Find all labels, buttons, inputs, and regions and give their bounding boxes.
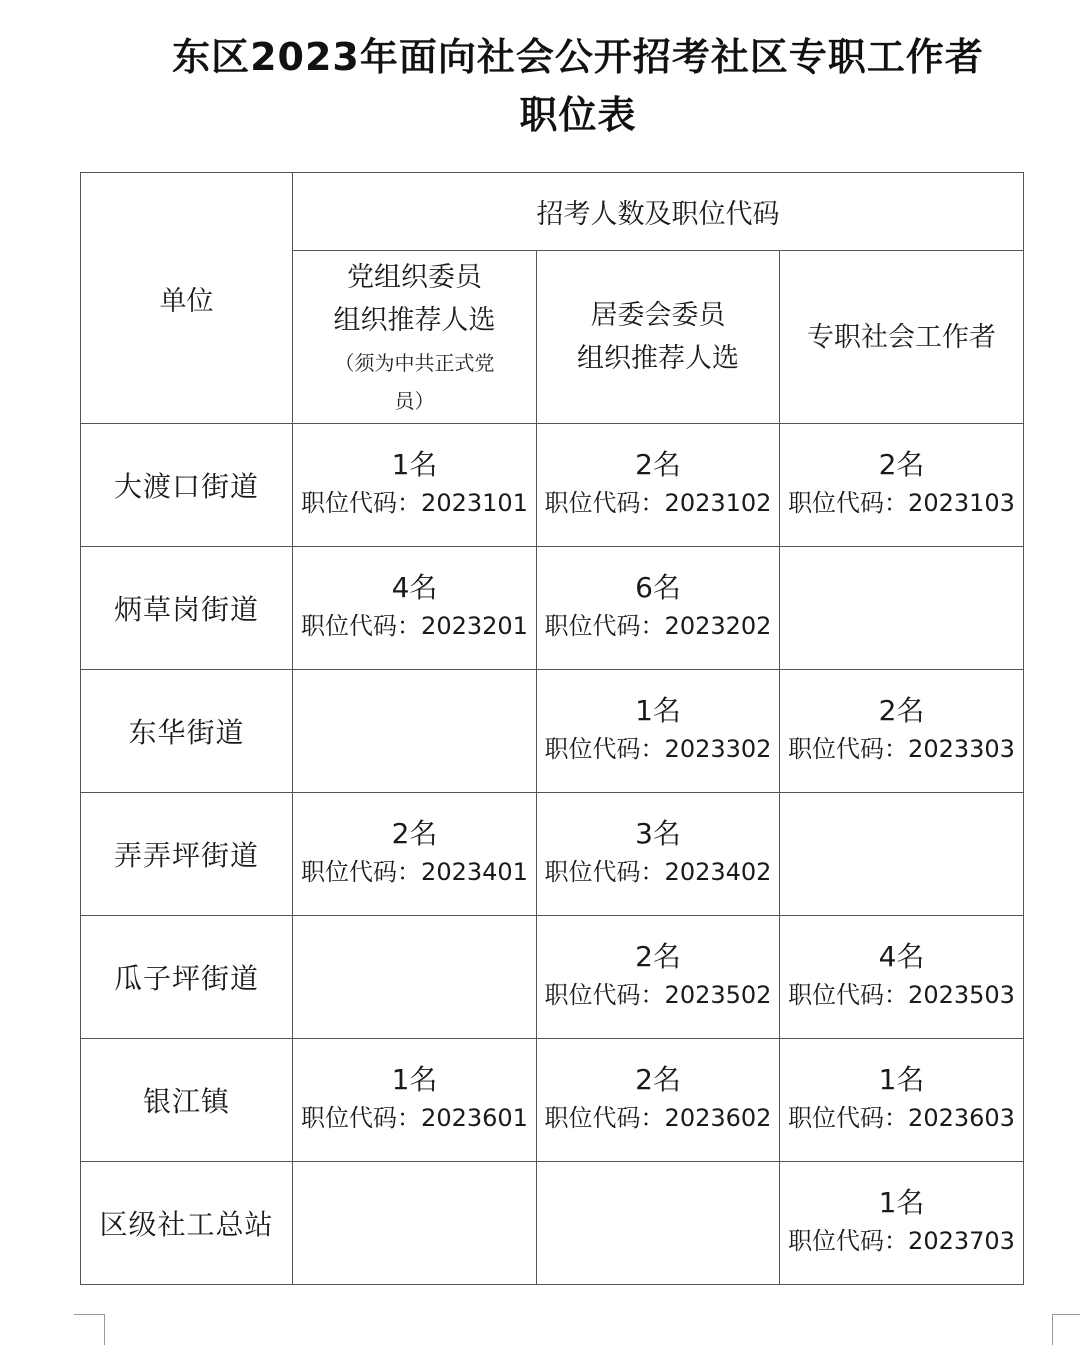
page-corner-mark-right xyxy=(1052,1314,1080,1345)
column-header-note: 员） xyxy=(394,389,435,413)
table-row xyxy=(81,1162,1024,1285)
position-code: 职位代码：2023402 xyxy=(544,858,772,886)
position-cell-empty xyxy=(780,547,1024,670)
column-header-party xyxy=(293,251,537,424)
position-cell xyxy=(780,670,1024,793)
position-code: 职位代码：2023503 xyxy=(788,981,1015,1009)
column-header-line: 党组织委员 xyxy=(347,262,482,293)
unit-cell: 银江镇 xyxy=(81,1039,293,1162)
position-code: 职位代码：2023103 xyxy=(788,489,1015,517)
position-cell-empty xyxy=(780,793,1024,916)
position-count: 2名 xyxy=(878,448,925,481)
position-cell xyxy=(537,670,780,793)
unit-cell: 弄弄坪街道 xyxy=(81,793,293,916)
position-code: 职位代码：2023601 xyxy=(301,1104,528,1132)
position-cell-empty xyxy=(537,1162,780,1285)
position-code: 职位代码：2023201 xyxy=(301,612,528,640)
table-row xyxy=(81,1039,1024,1162)
positions-table xyxy=(80,172,1024,1285)
position-count: 1名 xyxy=(878,1063,925,1096)
position-cell xyxy=(780,424,1024,547)
table-row xyxy=(81,916,1024,1039)
header-row-top xyxy=(81,173,1024,251)
position-count: 3名 xyxy=(635,817,681,850)
position-code: 职位代码：2023401 xyxy=(301,858,528,886)
position-count: 2名 xyxy=(391,817,438,850)
column-header-line: 组织推荐人选 xyxy=(333,305,496,336)
position-cell-empty xyxy=(293,916,537,1039)
column-header-line: 专职社会工作者 xyxy=(807,321,996,353)
page-corner-mark-left xyxy=(74,1314,105,1345)
table-row xyxy=(81,793,1024,916)
position-cell-empty xyxy=(293,670,537,793)
position-count: 6名 xyxy=(635,571,681,604)
unit-cell: 区级社工总站 xyxy=(81,1162,293,1285)
table-row xyxy=(81,547,1024,670)
unit-header: 单位 xyxy=(81,173,293,424)
position-cell xyxy=(780,1039,1024,1162)
position-count: 4名 xyxy=(878,940,925,973)
unit-cell: 瓜子坪街道 xyxy=(81,916,293,1039)
position-count: 2名 xyxy=(635,940,681,973)
position-cell xyxy=(293,1039,537,1162)
position-count: 1名 xyxy=(635,694,681,727)
position-cell xyxy=(537,793,780,916)
table-row xyxy=(81,424,1024,547)
column-header-note: （须为中共正式党 xyxy=(334,351,495,375)
column-header-line: 居委会委员 xyxy=(590,300,726,331)
page-subtitle: 职位表 xyxy=(519,93,637,137)
unit-cell: 大渡口街道 xyxy=(81,424,293,547)
position-cell xyxy=(293,424,537,547)
position-cell xyxy=(537,547,780,670)
page-title: 东区2023年面向社会公开招考社区专职工作者 xyxy=(172,35,984,79)
position-cell xyxy=(537,916,780,1039)
position-count: 2名 xyxy=(635,1063,681,1096)
position-count: 4名 xyxy=(391,571,438,604)
unit-cell: 炳草岗街道 xyxy=(81,547,293,670)
position-count: 2名 xyxy=(878,694,925,727)
position-count: 2名 xyxy=(635,448,681,481)
position-count: 1名 xyxy=(391,448,438,481)
position-cell xyxy=(537,424,780,547)
position-code: 职位代码：2023303 xyxy=(788,735,1015,763)
position-count: 1名 xyxy=(878,1186,925,1219)
position-code: 职位代码：2023302 xyxy=(544,735,772,763)
position-code: 职位代码：2023703 xyxy=(788,1227,1015,1255)
position-count: 1名 xyxy=(391,1063,438,1096)
position-cell-empty xyxy=(293,1162,537,1285)
position-cell xyxy=(780,1162,1024,1285)
position-cell xyxy=(537,1039,780,1162)
position-code: 职位代码：2023603 xyxy=(788,1104,1015,1132)
unit-cell: 东华街道 xyxy=(81,670,293,793)
column-header-committee xyxy=(537,251,780,424)
position-code: 职位代码：2023602 xyxy=(544,1104,772,1132)
position-code: 职位代码：2023102 xyxy=(544,489,772,517)
position-code: 职位代码：2023101 xyxy=(301,489,528,517)
position-code: 职位代码：2023502 xyxy=(544,981,772,1009)
position-cell xyxy=(293,793,537,916)
table-row xyxy=(81,670,1024,793)
column-header-line: 组织推荐人选 xyxy=(577,343,739,374)
column-header-social-worker xyxy=(780,251,1024,424)
position-cell xyxy=(780,916,1024,1039)
group-header: 招考人数及职位代码 xyxy=(293,173,1024,251)
position-code: 职位代码：2023202 xyxy=(544,612,772,640)
position-cell xyxy=(293,547,537,670)
